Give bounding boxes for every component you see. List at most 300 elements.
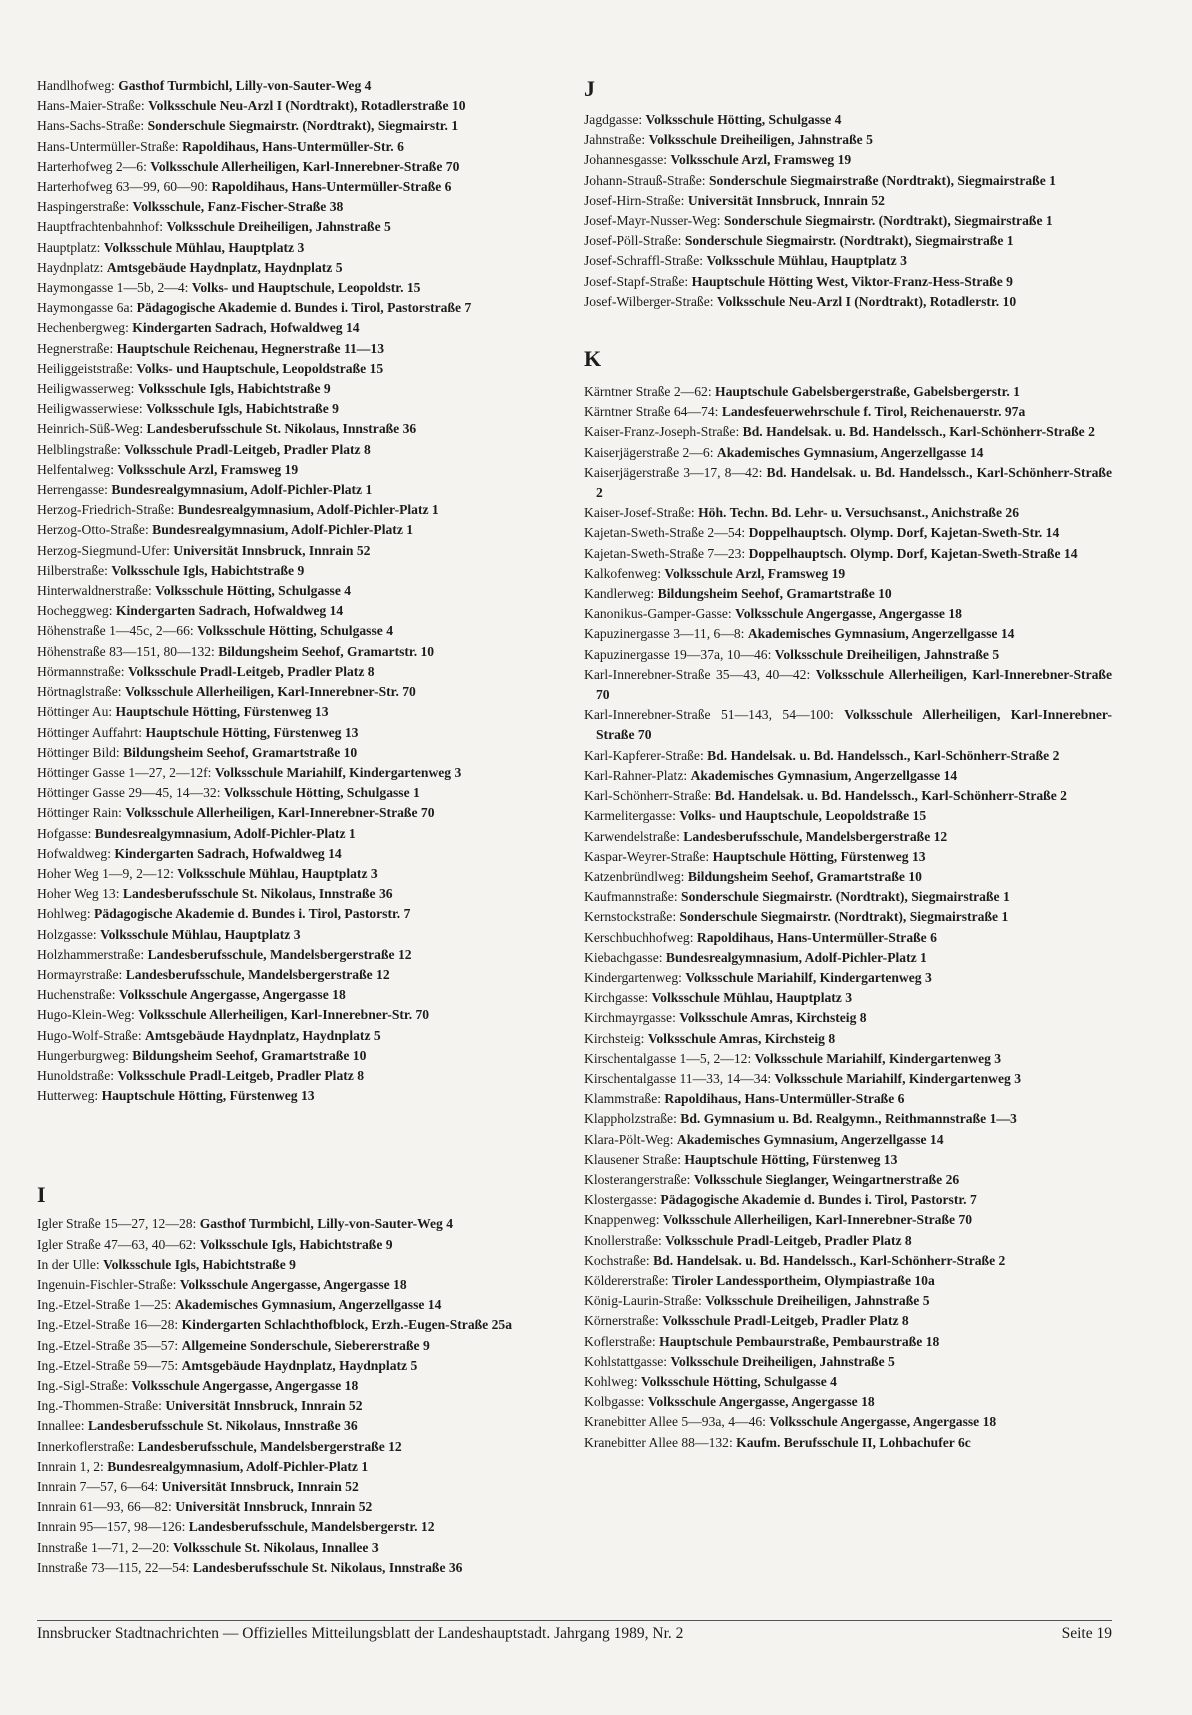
directory-entry — [37, 1275, 577, 1295]
assigned-school: Allgemeine Sonderschule, Siebererstraße 9 — [181, 1337, 430, 1353]
directory-entry — [37, 318, 577, 338]
assigned-school: Volksschule Arzl, Framsweg 19 — [664, 565, 846, 581]
street-name: Kärntner Straße 2—62: — [584, 384, 712, 400]
assigned-school: Doppelhauptsch. Olymp. Dorf, Kajetan-Sweth-Str. 14 — [748, 525, 1060, 541]
assigned-school: Bundesrealgymnasium, Adolf-Pichler-Platz 1 — [107, 1458, 369, 1474]
directory-entry — [584, 503, 1112, 523]
directory-entry — [584, 564, 1112, 584]
street-name: Hofgasse: — [37, 825, 92, 841]
street-name: Kirchmayrgasse: — [584, 1010, 676, 1026]
assigned-school: Landesberufsschule, Mandelsbergerstr. 12 — [188, 1519, 435, 1535]
street-name: Hugo-Klein-Weg: — [37, 1007, 135, 1023]
assigned-school: Bd. Handelsak. u. Bd. Handelssch., Karl-Schönherr-Straße 2 — [742, 424, 1095, 440]
street-name: Josef-Schraffl-Straße: — [584, 253, 704, 269]
street-name: Innerkoflerstraße: — [37, 1438, 135, 1454]
directory-entry — [584, 988, 1112, 1008]
directory-entry — [584, 1150, 1112, 1170]
directory-entry — [37, 157, 577, 177]
directory-entry — [584, 422, 1112, 442]
street-name: Kochstraße: — [584, 1252, 650, 1268]
street-name: Kaiser-Josef-Straße: — [584, 505, 695, 521]
street-name: Kirchgasse: — [584, 990, 649, 1006]
directory-entry — [37, 1086, 577, 1106]
street-name: Igler Straße 47—63, 40—62: — [37, 1236, 197, 1252]
assigned-school: Volksschule Mühlau, Hauptplatz 3 — [706, 253, 907, 269]
assigned-school: Bundesrealgymnasium, Adolf-Pichler-Platz 1 — [152, 522, 414, 538]
street-name: Herrengasse: — [37, 482, 108, 498]
assigned-school: Tiroler Landessportheim, Olympiastraße 10a — [671, 1272, 935, 1288]
directory-entry — [37, 723, 577, 743]
assigned-school: Bundesrealgymnasium, Adolf-Pichler-Platz 1 — [177, 502, 439, 518]
directory-entry — [37, 682, 577, 702]
assigned-school: Akademisches Gymnasium, Angerzellgasse 14 — [676, 1131, 944, 1147]
directory-entry — [584, 766, 1112, 786]
street-name: Kapuzinergasse 3—11, 6—8: — [584, 626, 745, 642]
assigned-school: Volksschule Pradl-Leitgeb, Pradler Platz 8 — [117, 1067, 364, 1083]
assigned-school: Bd. Gymnasium u. Bd. Realgymn., Reithmannstraße 1—3 — [680, 1111, 1017, 1127]
directory-entry — [584, 746, 1112, 766]
i-entries-list — [37, 1214, 577, 1578]
street-name: Heiligwasserwiese: — [37, 401, 143, 417]
street-name: Kohlstattgasse: — [584, 1353, 668, 1369]
assigned-school: Gasthof Turmbichl, Lilly-von-Sauter-Weg 4 — [118, 78, 372, 93]
assigned-school: Volksschule Allerheiligen, Karl-Innerebner-Straße 70 — [662, 1212, 973, 1228]
street-name: In der Ulle: — [37, 1256, 100, 1272]
directory-entry — [584, 150, 1112, 170]
assigned-school: Bildungsheim Seehof, Gramartstraße 10 — [657, 586, 892, 602]
directory-entry — [37, 1416, 577, 1436]
street-name: Jagdgasse: — [584, 112, 643, 127]
assigned-school: Landesberufsschule St. Nikolaus, Innstraße 36 — [146, 421, 417, 437]
street-name: Haymongasse 6a: — [37, 300, 134, 316]
directory-entry — [584, 705, 1112, 745]
street-name: Klappholzstraße: — [584, 1111, 677, 1127]
directory-entry — [37, 137, 577, 157]
directory-entry — [584, 1089, 1112, 1109]
street-name: Innrain 1, 2: — [37, 1458, 104, 1474]
directory-entry — [37, 965, 577, 985]
assigned-school: Volksschule Igls, Habichtstraße 9 — [146, 401, 339, 417]
directory-entry — [584, 1109, 1112, 1129]
directory-entry — [37, 460, 577, 480]
street-name: Holzhammerstraße: — [37, 946, 145, 962]
assigned-school: Volksschule, Fanz-Fischer-Straße 38 — [132, 199, 344, 215]
street-name: Kirschentalgasse 1—5, 2—12: — [584, 1050, 752, 1066]
street-name: Kanonikus-Gamper-Gasse: — [584, 606, 732, 622]
street-name: Josef-Wilberger-Straße: — [584, 293, 714, 309]
street-name: Ing.-Etzel-Straße 1—25: — [37, 1297, 172, 1313]
street-name: Josef-Pöll-Straße: — [584, 233, 682, 249]
assigned-school: Bd. Handelsak. u. Bd. Handelssch., Karl-Schönherr-Straße 2 — [596, 464, 1112, 501]
street-name: Klammstraße: — [584, 1091, 662, 1107]
directory-entry — [584, 968, 1112, 988]
street-name: Kajetan-Sweth-Straße 2—54: — [584, 525, 746, 541]
directory-entry — [37, 177, 577, 197]
directory-entry — [37, 1005, 577, 1025]
street-name: Haymongasse 1—5b, 2—4: — [37, 280, 189, 296]
assigned-school: Volksschule Angergasse, Angergasse 18 — [735, 606, 962, 622]
directory-entry — [584, 1029, 1112, 1049]
directory-entry — [584, 402, 1112, 422]
street-name: Kalkofenweg: — [584, 565, 662, 581]
directory-entry — [37, 925, 577, 945]
directory-entry — [584, 1291, 1112, 1311]
street-name: Hunoldstraße: — [37, 1067, 115, 1083]
street-name: Höttinger Rain: — [37, 805, 122, 821]
assigned-school: Volksschule Neu-Arzl I (Nordtrakt), Rotadlerstr. 10 — [716, 293, 1017, 309]
directory-entry — [37, 581, 577, 601]
assigned-school: Kindergarten Sadrach, Hofwaldweg 14 — [132, 320, 360, 336]
street-name: Innrain 95—157, 98—126: — [37, 1519, 186, 1535]
assigned-school: Landesberufsschule, Mandelsbergerstraße 12 — [137, 1438, 402, 1454]
street-name: Kirschentalgasse 11—33, 14—34: — [584, 1070, 772, 1086]
street-name: Ing.-Etzel-Straße 35—57: — [37, 1337, 179, 1353]
assigned-school: Kindergarten Sadrach, Hofwaldweg 14 — [115, 603, 344, 619]
assigned-school: Volksschule Arzl, Framsweg 19 — [670, 152, 852, 168]
directory-entry — [37, 844, 577, 864]
street-name: Hörmannstraße: — [37, 663, 125, 679]
directory-entry — [584, 1271, 1112, 1291]
street-name: Harterhofweg 2—6: — [37, 158, 147, 174]
assigned-school: Volksschule Pradl-Leitgeb, Pradler Platz 8 — [665, 1232, 912, 1248]
assigned-school: Bd. Handelsak. u. Bd. Handelssch., Karl-Schönherr-Straße 2 — [714, 788, 1067, 804]
directory-entry — [584, 251, 1112, 271]
street-name: Höhenstraße 83—151, 80—132: — [37, 643, 215, 659]
section-letter-k: K — [584, 346, 602, 372]
directory-entry — [584, 1332, 1112, 1352]
directory-entry — [584, 191, 1112, 211]
street-name: Heiligwasserweg: — [37, 381, 135, 397]
street-name: Innrain 7—57, 6—64: — [37, 1479, 159, 1494]
assigned-school: Hauptschule Hötting West, Viktor-Franz-Hess-Straße 9 — [691, 273, 1013, 289]
directory-entry — [584, 604, 1112, 624]
assigned-school: Hauptschule Reichenau, Hegnerstraße 11—13 — [116, 340, 384, 356]
directory-entry — [37, 1214, 577, 1234]
directory-entry — [584, 645, 1112, 665]
right-column — [584, 76, 1112, 1453]
street-name: Ingenuin-Fischler-Straße: — [37, 1276, 177, 1292]
street-name: Herzog-Otto-Straße: — [37, 522, 149, 538]
street-name: Höttinger Auffahrt: — [37, 724, 143, 740]
assigned-school: Hauptschule Hötting, Fürstenweg 13 — [115, 704, 329, 720]
directory-entry — [37, 904, 577, 924]
street-name: Kolbgasse: — [584, 1394, 645, 1410]
assigned-school: Landesfeuerwehrschule f. Tirol, Reichenauerstr. 97a — [721, 404, 1026, 420]
street-name: Karl-Rahner-Platz: — [584, 767, 688, 783]
directory-entry — [584, 928, 1112, 948]
directory-entry — [37, 1255, 577, 1275]
directory-entry — [37, 985, 577, 1005]
assigned-school: Gasthof Turmbichl, Lilly-von-Sauter-Weg 4 — [199, 1216, 454, 1232]
directory-entry — [584, 907, 1112, 927]
directory-entry — [584, 292, 1112, 312]
street-name: Hoher Weg 13: — [37, 886, 120, 902]
street-name: Hoher Weg 1—9, 2—12: — [37, 865, 174, 881]
directory-entry — [37, 1538, 577, 1558]
street-name: Höttinger Bild: — [37, 744, 120, 760]
street-name: Kaufmannstraße: — [584, 889, 678, 905]
assigned-school: Volksschule Hötting, Schulgasse 4 — [641, 1373, 837, 1389]
street-name: Kärntner Straße 64—74: — [584, 404, 719, 420]
section-letter-j: J — [584, 76, 595, 101]
assigned-school: Volksschule Mühlau, Hauptplatz 3 — [100, 926, 301, 942]
directory-entry — [37, 1396, 577, 1416]
assigned-school: Landesberufsschule, Mandelsbergerstraße 12 — [147, 946, 412, 962]
directory-entry — [37, 1457, 577, 1477]
directory-entry — [584, 523, 1112, 543]
street-name: Hungerburgweg: — [37, 1047, 129, 1063]
directory-entry — [584, 867, 1112, 887]
street-name: Karmelitergasse: — [584, 808, 676, 824]
street-name: Kranebitter Allee 88—132: — [584, 1434, 733, 1450]
directory-entry — [584, 272, 1112, 292]
street-name: Karl-Kapferer-Straße: — [584, 747, 704, 763]
section-letter-i: I — [37, 1182, 46, 1208]
street-name: Hormayrstraße: — [37, 966, 123, 982]
street-name: Hans-Sachs-Straße: — [37, 118, 145, 134]
directory-entry — [584, 443, 1112, 463]
directory-entry — [584, 786, 1112, 806]
directory-entry — [37, 702, 577, 722]
assigned-school: Volksschule Allerheiligen, Karl-Innerebner-Straße 70 — [596, 666, 1112, 703]
assigned-school: Volksschule Dreiheiligen, Jahnstraße 5 — [670, 1353, 895, 1369]
street-name: Holzgasse: — [37, 926, 97, 942]
assigned-school: Bd. Handelsak. u. Bd. Handelssch., Karl-Schönherr-Straße 2 — [653, 1252, 1006, 1268]
directory-entry — [37, 601, 577, 621]
street-name: Heinrich-Süß-Weg: — [37, 421, 144, 437]
directory-entry — [37, 1336, 577, 1356]
street-name: Hauptplatz: — [37, 239, 101, 255]
directory-entry — [37, 238, 577, 258]
assigned-school: Volksschule Dreiheiligen, Jahnstraße 5 — [774, 646, 1000, 662]
assigned-school: Volksschule Mariahilf, Kindergartenweg 3 — [214, 764, 462, 780]
directory-entry — [37, 419, 577, 439]
street-name: Heiliggeiststraße: — [37, 360, 133, 376]
assigned-school: Volksschule Neu-Arzl I (Nordtrakt), Rotadlerstraße 10 — [148, 98, 466, 114]
directory-entry — [584, 130, 1112, 150]
directory-entry — [584, 1170, 1112, 1190]
street-name: Josef-Mayr-Nusser-Weg: — [584, 213, 721, 229]
assigned-school: Bildungsheim Seehof, Gramartstraße 10 — [132, 1047, 367, 1063]
directory-entry — [37, 662, 577, 682]
assigned-school: Volksschule Dreiheiligen, Jahnstraße 5 — [705, 1293, 930, 1309]
directory-entry — [37, 359, 577, 379]
street-name: Hörtnaglstraße: — [37, 684, 122, 700]
assigned-school: Volksschule Angergasse, Angergasse 18 — [131, 1377, 359, 1393]
directory-entry — [584, 1392, 1112, 1412]
assigned-school: Bd. Handelsak. u. Bd. Handelssch., Karl-Schönherr-Straße 2 — [707, 747, 1060, 763]
k-entries-list — [584, 382, 1112, 1453]
assigned-school: Volksschule Sieglanger, Weingartnerstraße 26 — [693, 1171, 960, 1187]
street-name: Igler Straße 15—27, 12—28: — [37, 1216, 197, 1232]
directory-entry — [37, 440, 577, 460]
street-name: Hilberstraße: — [37, 562, 108, 578]
directory-entry — [37, 763, 577, 783]
directory-entry — [584, 1311, 1112, 1331]
assigned-school: Pädagogische Akademie d. Bundes i. Tirol, Pastorstraße 7 — [136, 300, 472, 316]
directory-entry — [584, 382, 1112, 402]
directory-entry — [37, 399, 577, 419]
directory-entry — [584, 1069, 1112, 1089]
directory-entry — [584, 1412, 1112, 1432]
assigned-school: Kaufm. Berufsschule II, Lohbachufer 6c — [736, 1434, 971, 1450]
street-name: Helfentalweg: — [37, 461, 114, 477]
assigned-school: Volksschule Allerheiligen, Karl-Innerebner-Straße 70 — [125, 805, 435, 821]
assigned-school: Hauptschule Hötting, Fürstenweg 13 — [101, 1088, 315, 1104]
street-name: Kandlerweg: — [584, 586, 655, 602]
assigned-school: Akademisches Gymnasium, Angerzellgasse 14 — [690, 767, 958, 783]
directory-entry — [37, 379, 577, 399]
directory-entry — [37, 824, 577, 844]
street-name: Koflerstraße: — [584, 1333, 656, 1349]
assigned-school: Universität Innsbruck, Innrain 52 — [687, 192, 885, 208]
assigned-school: Hauptschule Hötting, Fürstenweg 13 — [145, 724, 359, 740]
assigned-school: Kindergarten Schlachthofblock, Erzh.-Eugen-Straße 25a — [181, 1317, 512, 1333]
directory-entry — [37, 1026, 577, 1046]
assigned-school: Volks- und Hauptschule, Leopoldstr. 15 — [191, 280, 421, 296]
street-name: Innallee: — [37, 1418, 85, 1434]
street-name: Ing.-Etzel-Straße 59—75: — [37, 1357, 179, 1373]
street-name: Kranebitter Allee 5—93a, 4—46: — [584, 1414, 766, 1430]
street-name: Kapuzinergasse 19—37a, 10—46: — [584, 646, 772, 662]
street-name: Ing.-Thommen-Straße: — [37, 1398, 162, 1414]
directory-entry — [37, 803, 577, 823]
street-name: Jahnstraße: — [584, 132, 646, 148]
directory-entry — [37, 783, 577, 803]
street-name: König-Laurin-Straße: — [584, 1293, 702, 1309]
street-name: Kerschbuchhofweg: — [584, 929, 694, 945]
assigned-school: Volksschule Angergasse, Angergasse 18 — [118, 987, 346, 1003]
directory-entry — [584, 1433, 1112, 1453]
assigned-school: Landesberufsschule St. Nikolaus, Innstraße 36 — [87, 1418, 358, 1434]
assigned-school: Höh. Techn. Bd. Lehr- u. Versuchsanst., Anichstraße 26 — [698, 505, 1020, 521]
page-footer — [37, 1623, 1112, 1645]
footer-divider — [37, 1620, 1112, 1621]
directory-entry — [37, 1315, 577, 1335]
directory-entry — [37, 945, 577, 965]
directory-entry — [37, 278, 577, 298]
directory-entry — [584, 544, 1112, 564]
directory-entry — [584, 887, 1112, 907]
assigned-school: Volksschule Amras, Kirchsteig 8 — [679, 1010, 867, 1026]
street-name: Höttinger Gasse 1—27, 2—12f: — [37, 764, 212, 780]
directory-entry — [37, 1376, 577, 1396]
directory-entry — [37, 1066, 577, 1086]
street-name: Höttinger Gasse 29—45, 14—32: — [37, 785, 221, 801]
assigned-school: Volksschule Mühlau, Hauptplatz 3 — [651, 990, 853, 1006]
assigned-school: Volksschule Igls, Habichtstraße 9 — [103, 1256, 296, 1272]
directory-entry — [584, 171, 1112, 191]
directory-entry — [584, 1251, 1112, 1271]
street-name: Karwendelstraße: — [584, 828, 680, 844]
assigned-school: Volksschule Hötting, Schulgasse 4 — [155, 583, 352, 599]
assigned-school: Rapoldihaus, Hans-Untermüller-Straße 6 — [696, 929, 937, 945]
street-name: Kindergartenweg: — [584, 969, 682, 985]
j-entries-list — [584, 110, 1112, 312]
assigned-school: Volksschule Dreiheiligen, Jahnstraße 5 — [166, 219, 391, 235]
assigned-school: Landesberufsschule, Mandelsbergerstraße 12 — [683, 828, 948, 844]
directory-entry — [37, 1356, 577, 1376]
assigned-school: Bildungsheim Seehof, Gramartstr. 10 — [218, 643, 435, 659]
street-name: Kaspar-Weyrer-Straße: — [584, 848, 710, 864]
directory-entry — [584, 584, 1112, 604]
assigned-school: Landesberufsschule St. Nikolaus, Innstraße 36 — [192, 1559, 463, 1575]
assigned-school: Volksschule Mühlau, Hauptplatz 3 — [177, 865, 378, 881]
assigned-school: Volksschule Allerheiligen, Karl-Innerebner-Str. 70 — [124, 684, 416, 700]
street-name: Hutterweg: — [37, 1088, 99, 1104]
assigned-school: Volksschule Dreiheiligen, Jahnstraße 5 — [648, 132, 873, 148]
street-name: Ing.-Etzel-Straße 16—28: — [37, 1317, 179, 1333]
assigned-school: Bundesrealgymnasium, Adolf-Pichler-Platz 1 — [94, 825, 356, 841]
street-name: Klausener Straße: — [584, 1151, 682, 1167]
street-name: Huchenstraße: — [37, 987, 116, 1003]
assigned-school: Pädagogische Akademie d. Bundes i. Tirol, Pastorstr. 7 — [94, 906, 411, 922]
street-name: Haydnplatz: — [37, 259, 104, 275]
directory-entry — [37, 520, 577, 540]
footer-publication: Innsbrucker Stadtnachrichten — Offizielles Mitteilungsblatt der Landeshauptstadt. Jahrgang 1989, Nr. 2 — [37, 1625, 684, 1642]
assigned-school: Amtsgebäude Haydnplatz, Haydnplatz 5 — [181, 1357, 418, 1373]
assigned-school: Hauptschule Hötting, Fürstenweg 13 — [684, 1151, 898, 1167]
assigned-school: Rapoldihaus, Hans-Untermüller-Straße 6 — [211, 179, 452, 195]
directory-entry — [37, 621, 577, 641]
street-name: Herzog-Friedrich-Straße: — [37, 502, 175, 518]
street-name: Hohlweg: — [37, 906, 91, 922]
directory-entry — [37, 541, 577, 561]
directory-entry — [37, 1477, 577, 1497]
street-name: Kiebachgasse: — [584, 949, 663, 965]
street-name: Ing.-Sigl-Straße: — [37, 1377, 128, 1393]
assigned-school: Volksschule Amras, Kirchsteig 8 — [647, 1030, 836, 1046]
assigned-school: Sonderschule Siegmairstr. (Nordtrakt), Siegmairstr. 1 — [147, 118, 459, 134]
assigned-school: Volksschule Hötting, Schulgasse 4 — [645, 112, 842, 127]
street-name: Hugo-Wolf-Straße: — [37, 1027, 142, 1043]
assigned-school: Volksschule St. Nikolaus, Innallee 3 — [172, 1539, 379, 1555]
assigned-school: Amtsgebäude Haydnplatz, Haydnplatz 5 — [145, 1027, 381, 1043]
directory-entry — [584, 827, 1112, 847]
street-name: Kernstockstraße: — [584, 909, 677, 925]
assigned-school: Volksschule Allerheiligen, Karl-Innerebner-Str. 70 — [138, 1007, 430, 1023]
street-name: Kohlweg: — [584, 1373, 638, 1389]
directory-entry — [584, 1049, 1112, 1069]
directory-entry — [37, 561, 577, 581]
assigned-school: Volksschule Igls, Habichtstraße 9 — [199, 1236, 393, 1252]
directory-entry — [584, 231, 1112, 251]
assigned-school: Landesberufsschule St. Nikolaus, Innstraße 36 — [122, 886, 393, 902]
street-name: Kaiserjägerstraße 2—6: — [584, 444, 714, 460]
directory-entry — [37, 884, 577, 904]
assigned-school: Volksschule Hötting, Schulgasse 4 — [197, 623, 393, 639]
street-name: Hocheggweg: — [37, 603, 113, 619]
directory-entry — [37, 1558, 577, 1578]
directory-entry — [584, 463, 1112, 503]
directory-entry — [584, 1190, 1112, 1210]
assigned-school: Sonderschule Siegmairstr. (Nordtrakt), Siegmairstraße 1 — [684, 233, 1014, 249]
assigned-school: Volksschule Angergasse, Angergasse 18 — [769, 1414, 997, 1430]
assigned-school: Hauptschule Hötting, Fürstenweg 13 — [712, 848, 926, 864]
assigned-school: Volksschule Arzl, Framsweg 19 — [117, 461, 299, 477]
directory-entry — [37, 258, 577, 278]
street-name: Harterhofweg 63—99, 60—90: — [37, 179, 209, 195]
street-name: Josef-Hirn-Straße: — [584, 192, 685, 208]
street-name: Innstraße 73—115, 22—54: — [37, 1559, 190, 1575]
assigned-school: Akademisches Gymnasium, Angerzellgasse 14 — [174, 1297, 442, 1313]
assigned-school: Universität Innsbruck, Innrain 52 — [161, 1479, 359, 1494]
assigned-school: Volksschule Angergasse, Angergasse 18 — [647, 1394, 875, 1410]
directory-entry — [37, 116, 577, 136]
street-name: Hofwaldweg: — [37, 845, 111, 861]
directory-entry — [37, 642, 577, 662]
directory-entry — [584, 665, 1112, 705]
